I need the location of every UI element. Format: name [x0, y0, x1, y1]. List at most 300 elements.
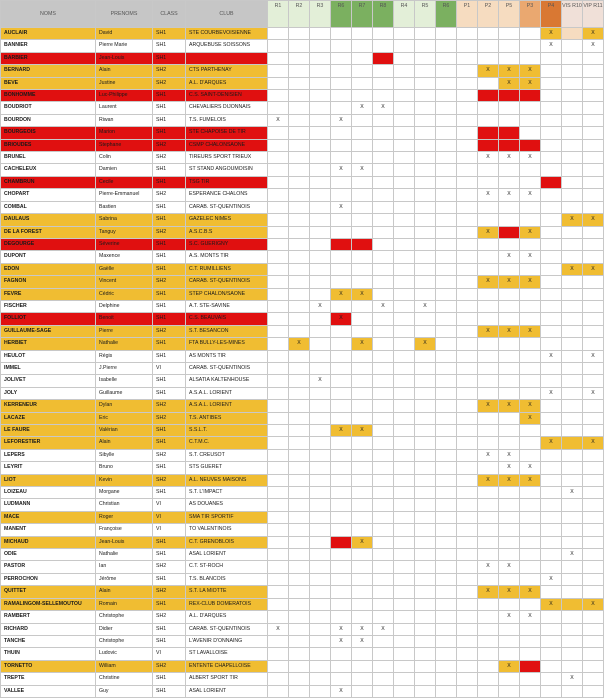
event-cell	[394, 685, 415, 697]
event-cell: X	[520, 611, 541, 623]
event-cell	[499, 511, 520, 523]
event-cell	[310, 288, 331, 300]
athlete-name: DUPONT	[1, 251, 96, 263]
athlete-club: TO VALENTINOIS	[186, 524, 268, 536]
event-cell: X	[478, 561, 499, 573]
event-cell	[583, 201, 604, 213]
event-cell	[415, 251, 436, 263]
event-cell: X	[310, 375, 331, 387]
athlete-firstname: Justine	[96, 77, 153, 89]
athlete-name: COMBAL	[1, 201, 96, 213]
event-cell	[394, 226, 415, 238]
event-cell	[415, 573, 436, 585]
event-cell	[436, 164, 457, 176]
event-cell	[541, 313, 562, 325]
athlete-club: STEP CHALON/SAONE	[186, 288, 268, 300]
event-cell	[562, 474, 583, 486]
column-header: P5	[499, 1, 520, 28]
event-cell	[331, 598, 352, 610]
event-cell	[373, 189, 394, 201]
event-cell	[583, 635, 604, 647]
event-cell	[373, 362, 394, 374]
event-cell	[289, 462, 310, 474]
athlete-firstname: Morgane	[96, 487, 153, 499]
event-cell	[268, 425, 289, 437]
event-cell	[373, 499, 394, 511]
event-cell	[436, 673, 457, 685]
table-row	[1, 437, 604, 449]
athlete-class: SH2	[153, 660, 186, 672]
table-row	[1, 189, 604, 201]
event-cell	[331, 189, 352, 201]
event-cell	[331, 462, 352, 474]
event-cell	[289, 40, 310, 52]
column-header: CLUB	[186, 1, 268, 28]
table-row	[1, 238, 604, 250]
event-cell	[457, 586, 478, 598]
event-cell	[415, 611, 436, 623]
event-cell	[541, 338, 562, 350]
event-cell	[499, 40, 520, 52]
event-cell: X	[499, 77, 520, 89]
event-cell	[394, 52, 415, 64]
event-cell: X	[541, 573, 562, 585]
event-cell	[520, 176, 541, 188]
event-cell	[436, 313, 457, 325]
event-cell	[436, 263, 457, 275]
athlete-firstname: Tanguy	[96, 226, 153, 238]
event-cell: X	[331, 201, 352, 213]
event-cell	[289, 214, 310, 226]
event-cell: X	[562, 673, 583, 685]
event-cell	[499, 176, 520, 188]
athlete-name: LUDMANN	[1, 499, 96, 511]
event-cell	[310, 263, 331, 275]
event-cell	[520, 499, 541, 511]
athlete-name: LOIZEAU	[1, 487, 96, 499]
event-cell	[520, 28, 541, 40]
event-cell	[373, 325, 394, 337]
event-cell	[457, 635, 478, 647]
event-cell	[331, 673, 352, 685]
table-row	[1, 449, 604, 461]
event-cell	[436, 499, 457, 511]
athlete-firstname: Nathalie	[96, 338, 153, 350]
event-cell	[394, 127, 415, 139]
athlete-name: RAMBERT	[1, 611, 96, 623]
athlete-firstname: Eric	[96, 412, 153, 424]
event-cell	[415, 536, 436, 548]
event-cell	[457, 648, 478, 660]
event-cell	[268, 561, 289, 573]
athlete-club: C.S. BEAUVAIS	[186, 313, 268, 325]
event-cell	[394, 561, 415, 573]
event-cell	[478, 648, 499, 660]
event-cell	[289, 77, 310, 89]
event-cell	[457, 189, 478, 201]
event-cell	[583, 462, 604, 474]
athlete-firstname: Riwan	[96, 114, 153, 126]
event-cell	[415, 114, 436, 126]
event-cell	[541, 499, 562, 511]
athlete-club: SMA TIR SPORTIF	[186, 511, 268, 523]
event-cell	[331, 561, 352, 573]
event-cell	[331, 573, 352, 585]
event-cell	[310, 40, 331, 52]
event-cell	[436, 611, 457, 623]
event-cell	[415, 65, 436, 77]
event-cell	[352, 487, 373, 499]
table-row	[1, 338, 604, 350]
event-cell: X	[268, 114, 289, 126]
event-cell	[331, 238, 352, 250]
athlete-class: SH2	[153, 152, 186, 164]
event-cell	[373, 164, 394, 176]
event-cell	[520, 300, 541, 312]
event-cell	[415, 499, 436, 511]
athlete-class: SH1	[153, 127, 186, 139]
event-cell	[499, 288, 520, 300]
event-cell	[394, 598, 415, 610]
event-cell	[289, 189, 310, 201]
table-row	[1, 673, 604, 685]
athlete-name: KERRENEUR	[1, 400, 96, 412]
event-cell	[289, 586, 310, 598]
event-cell	[415, 623, 436, 635]
event-cell	[394, 176, 415, 188]
event-cell	[268, 573, 289, 585]
event-cell	[415, 226, 436, 238]
event-cell	[457, 549, 478, 561]
event-cell	[289, 611, 310, 623]
event-cell	[373, 152, 394, 164]
event-cell	[352, 201, 373, 213]
event-cell	[394, 412, 415, 424]
event-cell	[583, 536, 604, 548]
event-cell	[583, 152, 604, 164]
column-header: P4	[541, 1, 562, 28]
event-cell	[373, 573, 394, 585]
athlete-firstname: Christine	[96, 673, 153, 685]
athlete-name: CHOPART	[1, 189, 96, 201]
table-row	[1, 561, 604, 573]
event-cell	[457, 362, 478, 374]
event-cell	[541, 549, 562, 561]
athlete-class: SH2	[153, 65, 186, 77]
event-cell	[268, 214, 289, 226]
event-cell: X	[499, 561, 520, 573]
event-cell	[268, 487, 289, 499]
event-cell: X	[499, 325, 520, 337]
event-cell	[268, 77, 289, 89]
event-cell	[352, 65, 373, 77]
event-cell	[457, 226, 478, 238]
event-cell	[499, 387, 520, 399]
athlete-class: SH2	[153, 611, 186, 623]
event-cell	[499, 499, 520, 511]
event-cell	[373, 536, 394, 548]
event-cell	[457, 65, 478, 77]
athlete-club: S.T. L'IMPACT	[186, 487, 268, 499]
event-cell	[457, 300, 478, 312]
event-cell	[436, 449, 457, 461]
event-cell	[457, 474, 478, 486]
event-cell: X	[520, 152, 541, 164]
athlete-firstname: Bruno	[96, 462, 153, 474]
athlete-firstname: Jean-Louis	[96, 536, 153, 548]
event-cell	[520, 536, 541, 548]
event-cell	[331, 536, 352, 548]
event-cell	[415, 412, 436, 424]
athlete-name: BRUNEL	[1, 152, 96, 164]
event-cell	[289, 28, 310, 40]
event-cell	[457, 487, 478, 499]
event-cell	[394, 288, 415, 300]
event-cell	[331, 28, 352, 40]
event-cell	[541, 164, 562, 176]
event-cell	[520, 660, 541, 672]
table-row	[1, 127, 604, 139]
athlete-name: MICHAUD	[1, 536, 96, 548]
athlete-class: SH1	[153, 114, 186, 126]
event-cell	[583, 288, 604, 300]
event-cell	[331, 300, 352, 312]
event-cell	[352, 52, 373, 64]
event-cell	[541, 660, 562, 672]
event-cell	[331, 276, 352, 288]
athlete-club: T.S. BLANCOIS	[186, 573, 268, 585]
event-cell: X	[499, 251, 520, 263]
event-cell	[352, 226, 373, 238]
event-cell	[583, 586, 604, 598]
event-cell	[478, 375, 499, 387]
event-cell	[562, 511, 583, 523]
event-cell	[562, 586, 583, 598]
athlete-name: ODIE	[1, 549, 96, 561]
athlete-class: SH1	[153, 176, 186, 188]
event-cell	[541, 362, 562, 374]
athlete-class: SH2	[153, 325, 186, 337]
event-cell	[310, 462, 331, 474]
event-cell	[562, 685, 583, 697]
table-row	[1, 176, 604, 188]
event-cell	[415, 635, 436, 647]
event-cell	[394, 102, 415, 114]
athlete-firstname: Colin	[96, 152, 153, 164]
event-cell	[268, 437, 289, 449]
athlete-firstname: Gaëlle	[96, 263, 153, 275]
event-cell	[415, 561, 436, 573]
event-cell	[457, 338, 478, 350]
event-cell	[289, 226, 310, 238]
event-cell	[352, 375, 373, 387]
event-cell	[436, 189, 457, 201]
event-cell	[394, 114, 415, 126]
event-cell	[373, 127, 394, 139]
event-cell	[520, 511, 541, 523]
event-cell: X	[541, 598, 562, 610]
event-cell: X	[520, 251, 541, 263]
event-cell	[352, 598, 373, 610]
athlete-class: SH1	[153, 338, 186, 350]
table-body	[1, 28, 604, 698]
event-cell	[478, 623, 499, 635]
table-row	[1, 288, 604, 300]
athlete-class: SH2	[153, 586, 186, 598]
athlete-class: SH1	[153, 300, 186, 312]
event-cell	[520, 375, 541, 387]
event-cell	[478, 90, 499, 102]
event-cell	[352, 152, 373, 164]
event-cell	[562, 375, 583, 387]
event-cell	[268, 499, 289, 511]
event-cell	[520, 598, 541, 610]
table-row	[1, 362, 604, 374]
event-cell	[499, 375, 520, 387]
table-row	[1, 139, 604, 151]
event-cell	[457, 152, 478, 164]
event-cell	[331, 263, 352, 275]
event-cell	[373, 511, 394, 523]
athlete-class: SH1	[153, 387, 186, 399]
event-cell	[499, 164, 520, 176]
event-cell	[499, 623, 520, 635]
event-cell	[499, 598, 520, 610]
event-cell	[268, 673, 289, 685]
event-cell	[268, 412, 289, 424]
event-cell	[310, 201, 331, 213]
event-cell	[562, 499, 583, 511]
event-cell	[562, 226, 583, 238]
athlete-club: ASAL LORIENT	[186, 685, 268, 697]
event-cell	[331, 127, 352, 139]
event-cell	[268, 338, 289, 350]
athlete-name: TORNETTO	[1, 660, 96, 672]
event-cell	[415, 127, 436, 139]
event-cell	[331, 90, 352, 102]
event-cell: X	[520, 325, 541, 337]
athlete-firstname: Bastien	[96, 201, 153, 213]
event-cell	[457, 437, 478, 449]
event-cell	[436, 288, 457, 300]
event-cell	[289, 449, 310, 461]
event-cell	[310, 176, 331, 188]
event-cell	[331, 449, 352, 461]
table-row	[1, 77, 604, 89]
event-cell	[268, 611, 289, 623]
event-cell	[394, 437, 415, 449]
athlete-firstname: Alain	[96, 586, 153, 598]
event-cell	[436, 300, 457, 312]
event-cell	[499, 313, 520, 325]
athlete-club: ASAL LORIENT	[186, 549, 268, 561]
event-cell	[331, 338, 352, 350]
athlete-name: MACE	[1, 511, 96, 523]
athlete-firstname: Romain	[96, 598, 153, 610]
table-row	[1, 387, 604, 399]
event-cell	[373, 673, 394, 685]
athlete-name: HERBIET	[1, 338, 96, 350]
event-cell	[457, 276, 478, 288]
event-cell	[583, 499, 604, 511]
event-cell	[289, 673, 310, 685]
event-cell: X	[583, 437, 604, 449]
event-cell	[562, 52, 583, 64]
athlete-club: CARAB. ST-QUENTINOIS	[186, 201, 268, 213]
table-row	[1, 276, 604, 288]
event-cell	[352, 660, 373, 672]
event-cell	[583, 375, 604, 387]
event-cell	[373, 65, 394, 77]
event-cell	[310, 635, 331, 647]
athlete-class: SH1	[153, 635, 186, 647]
athlete-club: REX-CLUB DOMERATOIS	[186, 598, 268, 610]
athlete-class: VI	[153, 648, 186, 660]
event-cell	[520, 524, 541, 536]
event-cell	[583, 660, 604, 672]
athlete-firstname: Luc-Philippe	[96, 90, 153, 102]
event-cell	[541, 412, 562, 424]
event-cell	[499, 90, 520, 102]
event-cell	[520, 52, 541, 64]
athlete-class: SH1	[153, 487, 186, 499]
event-cell	[331, 325, 352, 337]
event-cell	[436, 152, 457, 164]
event-cell	[394, 65, 415, 77]
event-cell	[436, 412, 457, 424]
event-cell	[394, 635, 415, 647]
event-cell	[415, 189, 436, 201]
athlete-firstname: Cédric	[96, 288, 153, 300]
event-cell	[310, 214, 331, 226]
athlete-firstname: Ian	[96, 561, 153, 573]
event-cell	[373, 77, 394, 89]
event-cell	[394, 487, 415, 499]
event-cell	[352, 474, 373, 486]
event-cell	[268, 288, 289, 300]
event-cell	[394, 425, 415, 437]
event-cell	[562, 139, 583, 151]
athlete-firstname: William	[96, 660, 153, 672]
event-cell	[289, 573, 310, 585]
athlete-name: LEYRIT	[1, 462, 96, 474]
event-cell	[478, 536, 499, 548]
event-cell	[415, 462, 436, 474]
event-cell: X	[583, 214, 604, 226]
athlete-club: T.S. FUMELOIS	[186, 114, 268, 126]
table-row	[1, 400, 604, 412]
event-cell	[331, 412, 352, 424]
event-cell	[352, 238, 373, 250]
event-cell	[373, 238, 394, 250]
athlete-firstname: Pierre Marie	[96, 40, 153, 52]
event-cell	[478, 685, 499, 697]
event-cell	[289, 102, 310, 114]
athlete-club: GAZELEC NIMES	[186, 214, 268, 226]
event-cell	[352, 313, 373, 325]
event-cell	[562, 276, 583, 288]
event-cell	[352, 685, 373, 697]
event-cell	[457, 350, 478, 362]
event-cell	[289, 536, 310, 548]
athlete-firstname: Damien	[96, 164, 153, 176]
athlete-club: CHEVALIERS DIJONNAIS	[186, 102, 268, 114]
event-cell: X	[520, 226, 541, 238]
athlete-club: A.S. MONTS TIR	[186, 251, 268, 263]
event-cell: X	[520, 189, 541, 201]
event-cell	[562, 449, 583, 461]
athlete-name: CHAMBRUN	[1, 176, 96, 188]
